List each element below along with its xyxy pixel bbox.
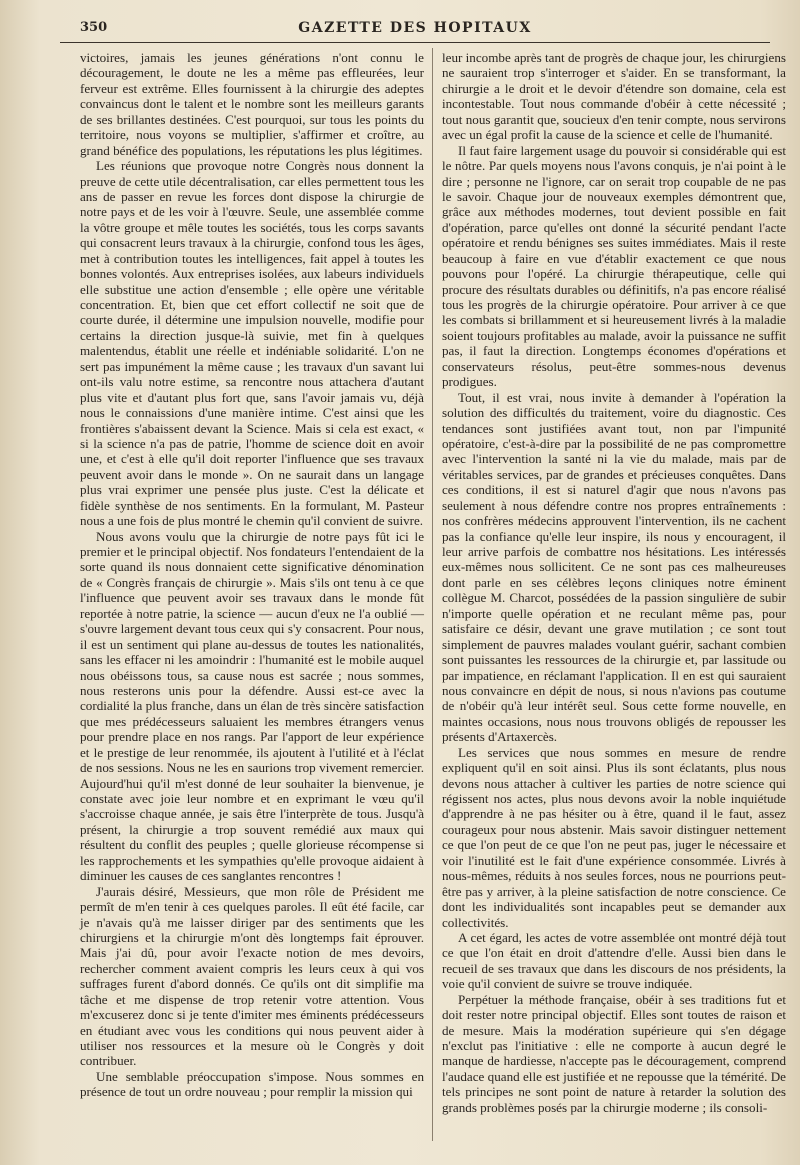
paragraph: A cet égard, les actes de votre assemblée ont montré déjà tout ce que l'on était en droit d'attendre d'elle. Aussi bien dans le recueil de ses travaux que dans les discours de nos présidents, la voie qu'il convient de suivre se trouve indiquée.: [442, 929, 786, 992]
paragraph: victoires, jamais les jeunes générations n'ont connu le découragement, le doute ne les a même pas effleurées, leur ferveur est extrême. Elles fournissent à la chirurgie des adeptes convaincus dont le talent et le nombre sont les meilleurs garants de ses brillantes destinées. C'est pourquoi, sur tous les points du territoire, nous voyons se multiplier, s'affirmer et croître, au grand bénéfice des populations, les réputations les plus légitimes.: [80, 50, 424, 158]
right-column: [442, 50, 786, 1115]
page-number: 350: [80, 20, 108, 35]
left-column: [80, 50, 424, 1100]
paragraph: Les réunions que provoque notre Congrès nous donnent la preuve de cette utile décentralisation, car elles permettent tous les ans de passer en revue les forces dont dispose la chirurgie de notre pays et de les voir à l'œuvre. Seule, une assemblée comme la vôtre groupe et mêle toutes les sociétés, tous les corps savants qui consacrent leurs travaux à la chirurgie, confond tous les âges, met à contribution toutes les intelligences, fait appel à toutes les bonnes volontés. Aux entreprises isolées, aux labeurs individuels elle substitue une action d'ensemble ; elle opère une véritable concentration. Et, bien que cet effort collectif ne soit que de courte durée, il détermine une impulsion nouvelle, modifie pour certains la direction jusque-là suivie, met fin à quelques malentendus, établit une réelle et indéniable solidarité. L'on ne sert pas impunément la même cause ; les travaux d'un savant lui ont-ils valu notre estime, sa rencontre nous attachera d'autant plus vite et d'autant plus fort que, sans l'avoir jamais vu, déjà nous le connaissions d'une manière intime. C'est ainsi que les frontières s'abaissent devant la Science. Mais si cela est exact, « si la science n'a pas de patrie, l'homme de science doit en avoir une, et c'est à elle qu'il doit reporter l'influence que ses travaux peuvent avoir dans le monde ». On ne saurait dans un langage plus vrai exprimer une pensée plus juste. C'est la délicate et fidèle synthèse de nos sentiments. En la formulant, M. Pasteur nous a une fois de plus montré le chemin qu'il convient de suivre.: [80, 158, 424, 529]
paragraph: Tout, il est vrai, nous invite à demander à l'opération la solution des difficultés du traitement, voire du diagnostic. Ces tendances sont justifiées avant tout, non par l'impunité opératoire, c'est-à-dire par la possibilité de ne pas compromettre avec l'intervention la santé ni la vie du malade, mais par de véritables services, par de grandes et précieuses conquêtes. Dans ces conditions, il est si naturel d'agir que nous n'avons pas seulement à nous défendre contre nos propres entraînements : nos confrères médecins approuvent l'intervention, ils ne cachent pas la confiance qu'elle leur inspire, ils nous y encouragent, il leur arrive parfois de combattre nos hésitations. Les intéressés eux-mêmes nous sollicitent. Ce ne sont pas ces malheureuses dont parle en ses célèbres leçons cliniques notre éminent collègue M. Charcot, possédées de la passion singulière de subir n'importe quelle opération et ne reculant même pas, pour satisfaire ce désir, devant une grave mutilation ; ce sont tout simplement de pauvres malades voulant guérir, sachant combien sont puissantes les ressources de la chirurgie et, par lassitude ou par impatience, en réclamant l'application. Il en est qui sauraient nous convaincre en dépit de nous, si nous n'avions pas coutume de n'obéir qu'à leur intérêt seul. Sous cette forme nouvelle, en maintes occasions, nous nous trouvons obligés de repousser les présents d'Artaxercès.: [442, 389, 786, 745]
paragraph: leur incombe après tant de progrès de chaque jour, les chirurgiens ne sauraient trop s'interroger et s'aider. En se transformant, la chirurgie a le droit et le devoir d'étendre son domaine, cela est incontestable. Tout nous commande d'obéir à cette nécessité ; tout nous garantit que, soucieux d'en tenir compte, nous servirons avec un égal profit la cause de la science et celle de l'humanité.: [442, 50, 786, 143]
paragraph: J'aurais désiré, Messieurs, que mon rôle de Président me permît de m'en tenir à ces quelques paroles. Il eût été facile, car je n'avais qu'à me laisser diriger par des sentiments que les chirurgiens et la chirurgie m'ont dès longtemps fait éprouver. Mais j'ai dû, pour avoir l'exacte notion de mes devoirs, rechercher comment avaient compris les leurs ceux à qui vos suffrages furent d'abord donnés. Ce qu'ils ont dit simplifie ma tâche et me dispense de trop retenir votre attention. Vous m'excuserez donc si je tente d'imiter mes éminents prédécesseurs en étudiant avec vous les conditions qui nous peuvent aider à utiliser nos ressources et la mesure où le Congrès y doit contribuer.: [80, 883, 424, 1069]
paragraph: Perpétuer la méthode française, obéir à ses traditions fut et doit rester notre principal objectif. Elles sont toutes de raison et de mesure. Mais la modération supérieure qui s'en dégage n'exclut pas l'initiative : elle ne comporte à aucun degré le manque de hardiesse, n'accepte pas le découragement, comprend l'audace quand elle est justifiée et ne repousse que la témérité. De tels principes ne sont point de nature à retarder la solution des grands problèmes posés par la chirurgie moderne ; ils consoli-: [442, 991, 786, 1115]
paragraph: Les services que nous sommes en mesure de rendre expliquent qu'il en soit ainsi. Plus ils sont éclatants, plus nous devons nous attacher à cultiver les parties de notre science qui régissent nos actes, plus nous devons avoir la noble inquiétude d'apprendre à ne pas hésiter ou à être, quand il le faut, assez courageux pour nous abstenir. Mais savoir distinguer nettement ce que l'on peut de ce que l'on ne peut pas, juger le nécessaire et voir l'inutilité est le fait d'une expérience consommée. Livrés à nous-mêmes, réduits à nos seules forces, nous ne pourrions peut-être pas y arriver, à la pleine satisfaction de notre conscience. Ce dont les individualités sont incapables peut se demander aux collectivités.: [442, 744, 786, 930]
column-divider: [432, 48, 433, 1141]
paragraph: Une semblable préoccupation s'impose. Nous sommes en présence de tout un ordre nouveau ; pour remplir la mission qui: [80, 1068, 424, 1100]
journal-title: GAZETTE DES HOPITAUX: [298, 20, 532, 36]
paragraph: Il faut faire largement usage du pouvoir si considérable qui est le nôtre. Par quels moyens nous l'avons conquis, je n'ai point à le dire ; personne ne l'ignore, car on serait trop coupable de ne pas le savoir. Chaque jour de nouveaux exemples démontrent que, grâce aux méthodes modernes, tout devient possible en fait d'opération, parce qu'elles ont donné la sécurité pendant l'acte opératoire et rendu bénignes ses suites immédiates. Mais il reste beaucoup à faire en vue d'établir exactement ce que nous pouvons pour l'opéré. La chirurgie thérapeutique, celle qui procure des résultats durables ou définitifs, n'a pas encore réalisé tous les progrès de la chirurgie opératoire. Pour arriver à ce que les combats si brillamment et si heureusement livrés à la maladie soient toujours profitables au malade, avoir la puissance ne suffit pas, il faut la direction. Longtemps économes d'opérations et conservateurs résolus, peut-être sommes-nous devenus prodigues.: [442, 142, 786, 390]
paragraph: Nous avons voulu que la chirurgie de notre pays fût ici le premier et le principal objectif. Nos fondateurs l'entendaient de la sorte quand ils nous donnaient cette significative dénomination de « Congrès français de chirurgie ». Mais s'ils ont tenu à ce que l'influence que peuvent avoir ses travaux dans le monde fût reportée à notre patrie, la science — aucun d'eux ne l'a oublié — s'ouvre largement devant tous ceux qui s'y consacrent. Pour nous, il est un sentiment qui plane au-dessus de toutes les nationalités, sans les effacer ni les amoindrir : l'humanité est le mobile auquel nous obéissons tous, sa cause nous est sacrée ; nous sommes, nous resterons unis pour la défendre. Aussi est-ce avec la cordialité la plus franche, dans un élan de très sincère satisfaction que mes prédécesseurs saluaient les membres étrangers venus pour prendre place en nos rangs. Par l'apport de leur expérience et le prestige de leur renommée, ils ajoutent à l'utilité et à l'éclat de nos sessions. Nous ne les en saurions trop vivement remercier. Aujourd'hui qu'il m'est donné de leur souhaiter la bienvenue, je constate avec joie leur nombre et en exprimant le vœu qu'il s'accroisse chaque année, je sais être l'interprète de tous. Jusqu'à présent, la chirurgie a trop souvent remédié aux maux qui résultent du conflit des peuples ; quelle glorieuse récompense si les rapprochements et les sympathies qu'elle provoque aidaient à diminuer les causes de ces sanglantes rencontres !: [80, 528, 424, 884]
page-header: [60, 20, 770, 43]
